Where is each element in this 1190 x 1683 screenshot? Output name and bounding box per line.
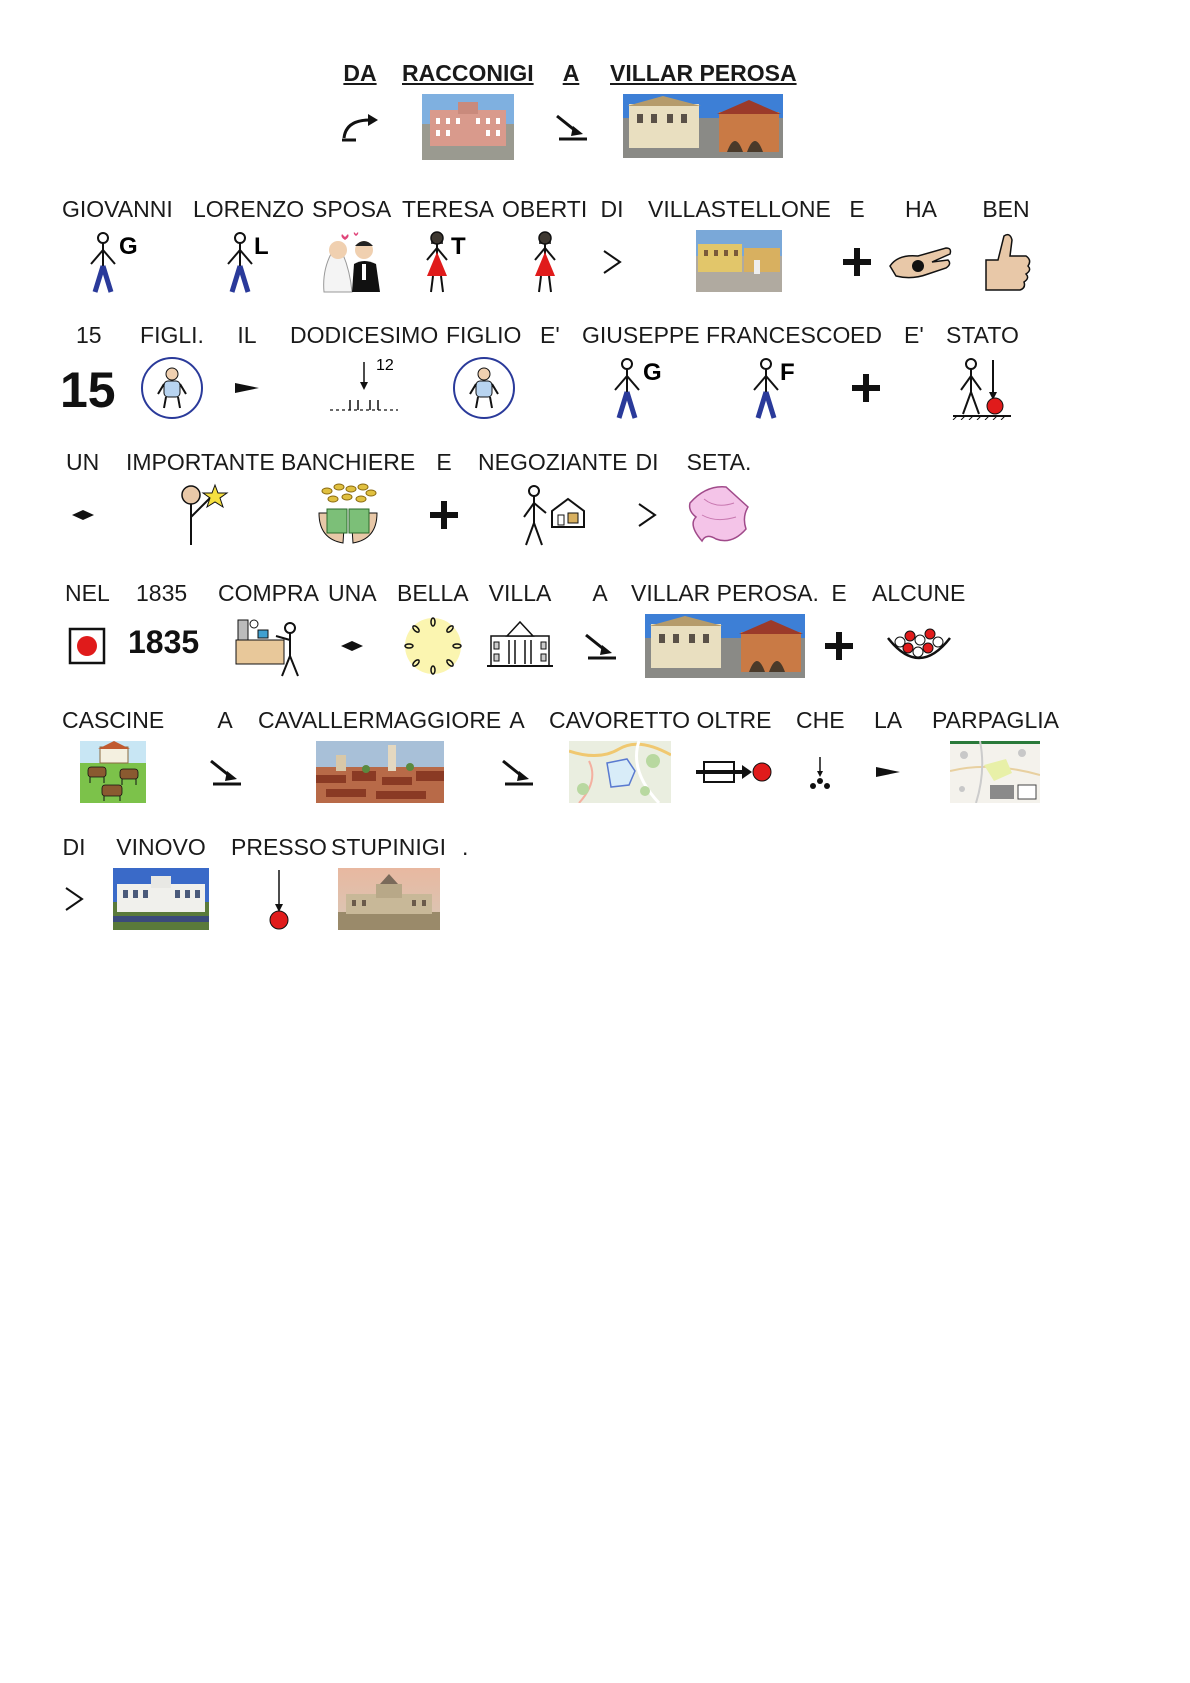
word-figlio: FIGLIO (446, 322, 521, 420)
word-villa: VILLA (487, 580, 553, 670)
beyond-arrow-icon (696, 741, 772, 803)
article-il-icon (233, 356, 261, 420)
of-chevron-icon (635, 483, 659, 547)
banker-money-hands-icon (313, 483, 383, 547)
word-il: IL (233, 322, 261, 420)
beautiful-sparkle-icon (400, 614, 466, 678)
cavallermaggiore-photo (316, 741, 444, 803)
word-stato: STATO (946, 322, 1019, 420)
vinovo-photo (113, 868, 209, 930)
svg-text:L: L (253, 233, 269, 260)
woman-icon (530, 230, 560, 294)
of-chevron-icon (62, 868, 86, 930)
word-di-2: DI (635, 449, 659, 547)
word-cavallermaggiore: CAVALLERMAGGIORE (258, 707, 501, 803)
to-arrow-icon (553, 94, 589, 160)
word-a-2: A (582, 580, 618, 678)
plus-icon (841, 230, 873, 294)
stato-person-icon (951, 356, 1013, 420)
twelfth-icon (324, 356, 404, 420)
stupinigi-photo (338, 868, 440, 930)
villar-perosa-photo (623, 94, 783, 158)
parpaglia-map (950, 741, 1040, 803)
word-vinovo: VINOVO (113, 834, 209, 930)
from-arrow-icon (340, 94, 380, 160)
word-giovanni: GIOVANNI G (62, 196, 173, 294)
article-una-icon (339, 614, 365, 678)
word-e-apostrophe-2: E' (904, 322, 924, 348)
word-dodicesimo: DODICESIMO 12 (290, 322, 438, 420)
word-ha: HA (888, 196, 954, 294)
have-hand-icon (888, 230, 954, 294)
title-word-da: DA (340, 60, 380, 160)
word-di: DI (600, 196, 624, 294)
word-presso: PRESSO (231, 834, 327, 930)
word-villar-perosa: VILLAR PEROSA. (631, 580, 819, 678)
in-box-dot-icon (68, 614, 106, 678)
word-teresa: TERESA T (402, 196, 494, 294)
word-e-2: E (428, 449, 460, 547)
to-arrow-icon (582, 614, 618, 678)
shopkeeper-icon (518, 483, 588, 547)
of-chevron-icon (600, 230, 624, 294)
svg-text:F: F (780, 359, 795, 386)
word-period: . (462, 834, 469, 860)
child-circle-icon (140, 356, 204, 420)
word-parpaglia: PARPAGLIA (932, 707, 1059, 803)
that-dots-icon (807, 741, 833, 803)
word-la: LA (874, 707, 902, 803)
word-e-3: E (823, 580, 855, 678)
word-cascine: CASCINE (62, 707, 164, 803)
important-person-star-icon (169, 483, 231, 547)
word-di-3: DI (62, 834, 86, 930)
word-oberti: OBERTI (502, 196, 587, 294)
title-word-villar-perosa: VILLAR PEROSA (610, 60, 797, 158)
person-letter-g-icon (611, 356, 671, 420)
plus-icon (850, 356, 882, 420)
article-un-icon (70, 483, 96, 547)
word-che: CHE (796, 707, 845, 803)
number-1835: 1835 (128, 624, 200, 660)
title-word-racconigi: RACCONIGI (402, 60, 534, 160)
to-arrow-icon (499, 741, 535, 803)
word-un: UN (66, 449, 99, 547)
svg-text:G: G (119, 233, 139, 260)
woman-letter-t-icon (423, 230, 473, 294)
word-giuseppe: GIUSEPPE G (582, 322, 700, 420)
word-negoziante: NEGOZIANTE (478, 449, 628, 547)
word-nel: NEL (65, 580, 110, 678)
word-ben: BEN (980, 196, 1032, 294)
word-banchiere: BANCHIERE (281, 449, 415, 547)
word-villastellone: VILLASTELLONE (648, 196, 831, 292)
word-figli: FIGLI. (140, 322, 204, 420)
person-letter-l-icon (224, 230, 274, 294)
word-oltre: OLTRE (696, 707, 772, 803)
title-word-a: A (553, 60, 589, 160)
villa-building-icon (487, 614, 553, 670)
farm-cows-icon (80, 741, 146, 803)
villastellone-photo (696, 230, 782, 292)
thumbs-up-icon (980, 230, 1032, 294)
plus-icon (428, 483, 460, 547)
person-letter-g-icon (87, 230, 147, 294)
near-arrow-dot-icon (264, 868, 294, 930)
plus-icon (823, 614, 855, 678)
word-francesco: FRANCESCO F (706, 322, 850, 420)
word-a-3: A (207, 707, 243, 803)
cavoretto-map (569, 741, 671, 803)
wedding-couple-icon (318, 230, 386, 294)
word-stupinigi: STUPINIGI (331, 834, 446, 930)
word-una: UNA (328, 580, 377, 678)
villar-perosa-photo (645, 614, 805, 678)
silk-cloth-icon (686, 483, 752, 547)
number-15: 15 (60, 362, 116, 418)
word-bella: BELLA (397, 580, 469, 678)
word-ed: ED (850, 322, 882, 420)
to-arrow-icon (207, 741, 243, 803)
some-bowl-icon (886, 614, 952, 678)
word-e: E (841, 196, 873, 294)
word-seta: SETA. (686, 449, 752, 547)
word-cavoretto: CAVORETTO (549, 707, 690, 803)
svg-text:G: G (642, 359, 662, 386)
buy-counter-icon (232, 614, 304, 678)
person-letter-f-icon (750, 356, 806, 420)
word-e-apostrophe-1: E' (540, 322, 560, 348)
word-sposa: SPOSA (312, 196, 391, 294)
svg-text:12: 12 (376, 357, 394, 374)
svg-text:T: T (451, 233, 466, 260)
child-circle-icon (452, 356, 516, 420)
word-15: 15 (76, 322, 102, 348)
word-a-4: A (499, 707, 535, 803)
article-la-icon (874, 741, 902, 803)
word-1835: 1835 (136, 580, 188, 606)
word-compra: COMPRA (218, 580, 319, 678)
word-importante: IMPORTANTE (126, 449, 275, 547)
word-alcune: ALCUNE (872, 580, 965, 678)
word-lorenzo: LORENZO L (193, 196, 304, 294)
racconigi-photo (422, 94, 514, 160)
